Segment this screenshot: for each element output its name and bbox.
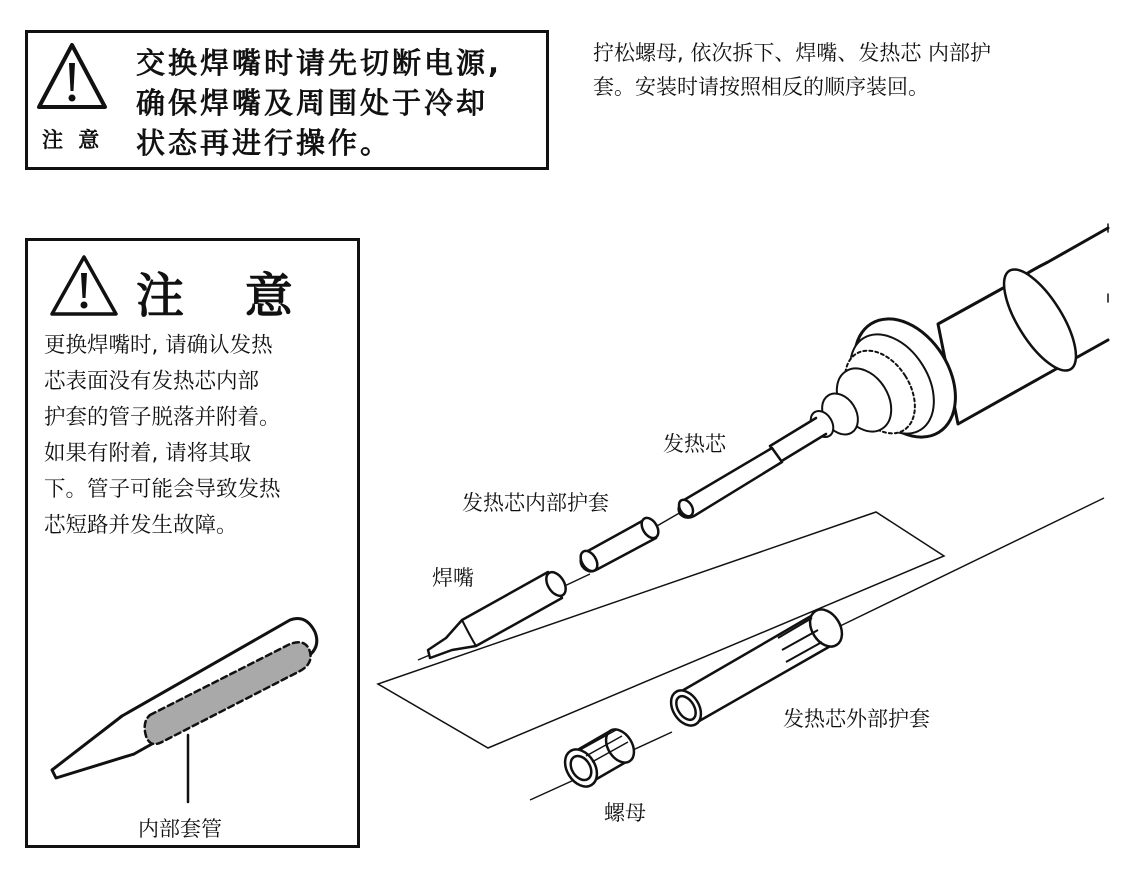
heater-core — [676, 448, 782, 519]
inner-tube-diagram — [52, 619, 317, 803]
side-warning-line: 如果有附着, 请将其取 — [44, 441, 252, 466]
top-warning-line: 交换焊嘴时请先切断电源, — [136, 46, 503, 80]
inner-tube-label: 内部套管 — [138, 817, 222, 841]
side-warning-line: 护套的管子脱落并附着。 — [44, 405, 281, 430]
heater-inner-sleeve — [577, 515, 662, 574]
side-warning-line: 下。管子可能会导致发热 — [44, 477, 281, 502]
top-warning-label: 注 意 — [42, 128, 104, 152]
label-heater-inner-sleeve: 发热芯内部护套 — [462, 491, 609, 515]
label-tip: 焊嘴 — [432, 566, 474, 590]
side-warning-line: 更换焊嘴时, 请确认发热 — [44, 333, 273, 358]
top-warning-line: 确保焊嘴及周围处于冷却 — [136, 86, 489, 120]
label-heater: 发热芯 — [663, 432, 726, 456]
instruction-line: 拧松螺母, 依次拆下、焊嘴、发热芯 内部护 — [593, 41, 992, 65]
top-warning-line: 状态再进行操作。 — [136, 126, 393, 160]
label-nut: 螺母 — [604, 801, 646, 825]
side-warning-line: 芯短路并发生故障。 — [44, 513, 238, 538]
instruction-line: 套。安装时请按照相反的顺序装回。 — [593, 75, 929, 99]
side-warning-line: 芯表面没有发热芯内部 — [44, 369, 260, 394]
iron-handle — [770, 224, 1108, 462]
label-heater-outer-sleeve: 发热芯外部护套 — [783, 707, 930, 731]
side-warning-title: 注 意 — [136, 268, 315, 324]
